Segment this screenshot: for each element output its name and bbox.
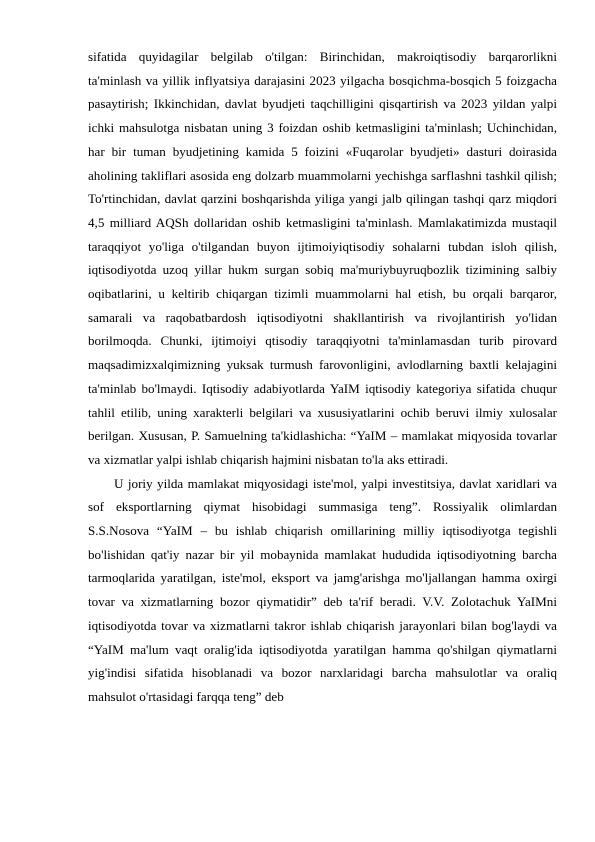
body-paragraph-2: U joriy yilda mamlakat miqyosidagi iste'mol, yalpi investitsiya, davlat xaridlari va sof eksportlarning qiymat hisobidagi summasiga teng”. Rossiyalik olimlardan S.S.Nosova “YaIM – bu ishlab chiqarish omillarining milliy iqtisodiyotga tegishli bo'lishidan qat'iy nazar bir yil mobaynida mamlakat hududida iqtisodiyotning barcha tarmoqlarida yaratilgan, iste'mol, eksport va jamg'arishga mo'ljallangan hamma oxirgi tovar va xizmatlarning bozor qiymatidir” deb ta'rif beradi. V.V. Zolotachuk YaIMni iqtisodiyotda tovar va xizmatlarni takror ishlab chiqarish jarayonlari bilan bog'laydi va “YaIM ma'lum vaqt oralig'ida iqtisodiyotda yaratilgan hamma qo'shilgan qiymatlarni yig'indisi sifatida hisoblanadi va bozor narxlaridagi barcha mahsulotlar va oraliq mahsulot o'rtasidagi farqqa teng” deb <box>88 475 557 704</box>
document-page <box>88 45 557 709</box>
body-paragraph-1: sifatida quyidagilar belgilab o'tilgan: Birinchidan, makroiqtisodiy barqarorlikni ta'minlash va yillik inflyatsiya darajasini 2023 yilgacha bosqichma-bosqich 5 foizgacha pasaytirish; Ikkinchidan, davlat byudjeti taqchilligini qisqartirish va 2023 yildan yalpi ichki mahsulotga nisbatan uning 3 foizdan oshib ketmasligini ta'minlash; Uchinchidan, har bir tuman byudjetining kamida 5 foizini «Fuqarolar byudjeti» dasturi doirasida aholining takliflari asosida eng dolzarb muammolarni yechishga sarflashni tashkil qilish; To'rtinchidan, davlat qarzini boshqarishda yiliga yangi jalb qilingan tashqi qarz miqdori 4,5 milliard AQSh dollaridan oshib ketmasligini ta'minlash. Mamlakatimizda mustaqil taraqqiyot yo'liga o'tilgandan buyon ijtimoiyiqtisodiy sohalarni tubdan isloh qilish, iqtisodiyotda uzoq yillar hukm surgan sobiq ma'muriybuyruqbozlik tizimining salbiy oqibatlarini, u keltirib chiqargan tizimli muammolarni hal etish, bu orqali barqaror, samarali va raqobatbardosh iqtisodiyotni shakllantirish va rivojlantirish yo'lidan borilmoqda. Chunki, ijtimoiyi qtisodiy taraqqiyotni ta'minlamasdan turib pirovard maqsadimizxalqimizning yuksak turmush farovonligini, avlodlarning baxtli kelajagini ta'minlab bo'lmaydi. Iqtisodiy adabiyotlarda YaIM iqtisodiy kategoriya sifatida chuqur tahlil etilib, uning xarakterli belgilari va xususiyatlarini ochib beruvi ilmiy xulosalar berilgan. Xususan, P. Samuelning ta'kidlashicha: “YaIM – mamlakat miqyosida tovarlar va xizmatlar yalpi ishlab chiqarish hajmini nisbatan to'la aks ettiradi. <box>88 49 557 467</box>
